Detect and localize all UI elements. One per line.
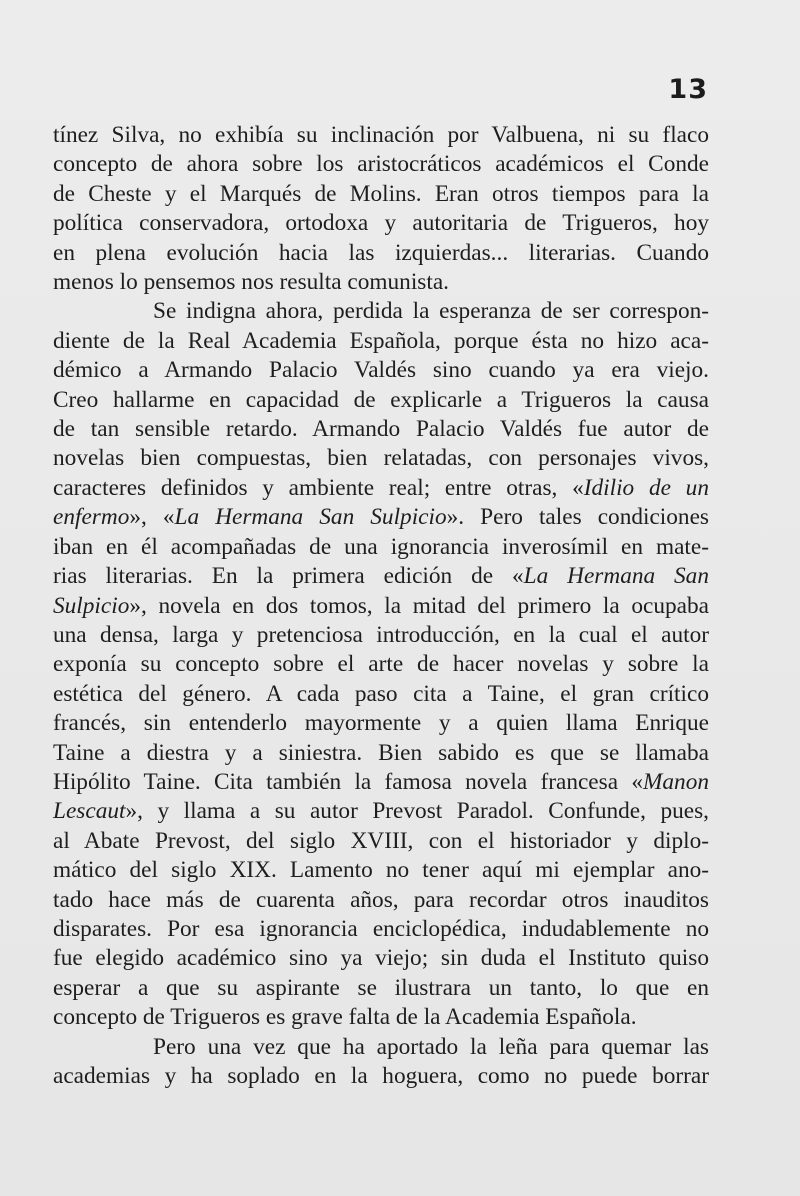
text-line: menos lo pensemos nos resulta comunista.: [53, 269, 449, 296]
text-line: Taine a diestra y a siniestra. Bien sabido es que se llamaba: [53, 739, 709, 766]
text-line: una densa, larga y pretenciosa introducción, en la cual el autor: [53, 621, 709, 648]
text-line: estética del género. A cada paso cita a Taine, el gran crítico: [53, 680, 709, 707]
text-line: enfermo», «La Hermana San Sulpicio». Pero tales condiciones: [53, 504, 709, 531]
text-line: novelas bien compuestas, bien relatadas, con personajes vivos,: [53, 445, 709, 472]
body-text: [53, 121, 709, 1091]
page-number: 13: [668, 74, 708, 105]
text-line: de tan sensible retardo. Armando Palacio Valdés fue autor de: [53, 416, 709, 443]
text-line: al Abate Prevost, del siglo XVIII, con el historiador y diplo-: [53, 827, 709, 854]
text-line: academias y ha soplado en la hoguera, como no puede borrar: [53, 1063, 709, 1089]
text-line: concepto de Trigueros es grave falta de la Academia Española.: [53, 1004, 637, 1031]
text-line: política conservadora, ortodoxa y autoritaria de Trigueros, hoy: [53, 210, 709, 237]
text-line: mático del siglo XIX. Lamento no tener aquí mi ejemplar ano-: [53, 857, 709, 884]
text-line: exponía su concepto sobre el arte de hacer novelas y sobre la: [53, 651, 709, 678]
text-line: tínez Silva, no exhibía su inclinación por Valbuena, ni su flaco: [53, 122, 709, 148]
text-line: caracteres definidos y ambiente real; entre otras, «Idilio de un: [53, 474, 709, 501]
text-line: de Cheste y el Marqués de Molins. Eran otros tiempos para la: [53, 180, 709, 207]
text-line: Hipólito Taine. Cita también la famosa novela francesa «Manon: [53, 768, 709, 795]
text-line: esperar a que su aspirante se ilustrara un tanto, lo que en: [53, 974, 709, 1001]
text-line: rias literarias. En la primera edición de «La Hermana San: [53, 563, 709, 590]
text-line: en plena evolución hacia las izquierdas... literarias. Cuando: [53, 239, 709, 266]
text-line: disparates. Por esa ignorancia enciclopédica, indudablemente no: [53, 915, 709, 942]
text-line: francés, sin entenderlo mayormente y a quien llama Enrique: [53, 710, 709, 737]
text-line: tado hace más de cuarenta años, para recordar otros inauditos: [53, 886, 709, 913]
text-line: fue elegido académico sino ya viejo; sin duda el Instituto quiso: [53, 945, 709, 972]
text-line: Pero una vez que ha aportado la leña para quemar las: [153, 1033, 709, 1060]
text-line: iban en él acompañadas de una ignorancia inverosímil en mate-: [53, 533, 709, 560]
text-line: Se indigna ahora, perdida la esperanza de ser correspon-: [153, 298, 709, 325]
text-line: diente de la Real Academia Española, porque ésta no hizo aca-: [53, 327, 709, 354]
text-line: Creo hallarme en capacidad de explicarle a Trigueros la causa: [53, 386, 709, 413]
text-line: Lescaut», y llama a su autor Prevost Paradol. Confunde, pues,: [53, 798, 709, 825]
text-line: concepto de ahora sobre los aristocráticos académicos el Conde: [53, 151, 709, 178]
text-line: Sulpicio», novela en dos tomos, la mitad del primero la ocupaba: [53, 592, 709, 619]
text-line: démico a Armando Palacio Valdés sino cuando ya era viejo.: [53, 357, 709, 384]
